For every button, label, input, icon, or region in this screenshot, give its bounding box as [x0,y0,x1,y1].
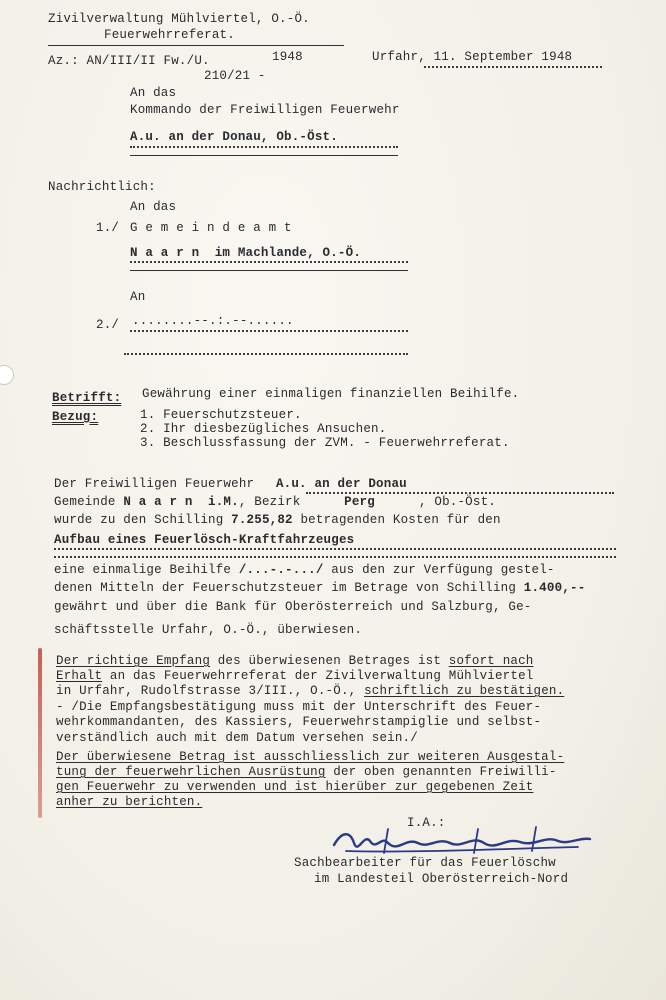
copy-to-1-rule [130,270,408,271]
body-line-7: gewährt und über die Bank für Oberösterreich und Salzburg, Ge- [54,600,532,614]
body-line-5: eine einmalige Beihilfe /...-.-.../ aus den zur Verfügung gestel- [54,563,555,577]
body-line-6: denen Mitteln der Feuerschutzsteuer im Betrage von Schilling 1.400,-- [54,581,586,595]
copy-to-2-number: 2./ [96,318,120,332]
fill-district: Perg [344,495,375,509]
recipient-to: An das [130,86,177,100]
notice-line-4: - /Die Empfangsbestätigung muss mit der Unterschrift des Feuer- [56,700,542,714]
reference-label: Bezug: [52,410,99,424]
notice-line-7: Der überwiesene Betrag ist ausschliesslich zur weiteren Ausgestal- [56,750,565,764]
body-line-4-dots-2 [54,556,616,558]
notice-line-2: Erhalt an das Feuerwehrreferat der Zivilverwaltung Mühlviertel [56,669,534,683]
subject-text: Gewährung einer einmaligen finanziellen Beihilfe. [142,387,520,401]
fill-grant-words: /...-.-.../ [238,563,324,577]
recipient-rule [130,155,398,156]
copy-to-1-number: 1./ [96,221,120,235]
reference-item-1: 1. Feuerschutzsteuer. [140,408,302,422]
copy-to-1-place: N a a r n im Machlande, O.-Ö. [130,246,362,260]
notice-line-6: verständlich auch mit dem Datum versehen sein./ [56,731,418,745]
copy-to-2-to: An [130,290,146,304]
body-line-4-dots [54,548,616,550]
copy-to-1-to: An das [130,200,177,214]
date-dotted-line [424,66,602,68]
fill-municipality: N a a r n i.M. [123,495,239,509]
reference-suffix: 210/21 - [204,69,266,83]
body-line-8: schäftsstelle Urfahr, O.-Ö., überwiesen. [54,623,363,637]
reference-item-2: 2. Ihr diesbezügliches Ansuchen. [140,422,387,436]
notice-line-1: Der richtige Empfang des überwiesenen Betrages ist sofort nach [56,654,534,668]
notice-line-10: anher zu berichten. [56,795,203,809]
reference-item-3: 3. Beschlussfassung der ZVM. - Feuerwehrreferat. [140,436,510,450]
fill-grant-amount: 1.400,-- [523,581,586,595]
fill-total-costs: 7.255,82 [231,513,293,527]
copy-to-1-dotted-line [130,261,408,263]
copy-to-2-dotted-line [130,330,408,332]
copy-to-2-name: ........--.:.--...... [132,314,294,328]
body-line-3: wurde zu den Schilling 7.255,82 betragenden Kosten für den [54,513,501,527]
reference-year: 1948 [272,50,303,64]
recipient-place: A.u. an der Donau, Ob.-Öst. [130,130,338,144]
notice-line-5: wehrkommandanten, des Kassiers, Feuerwehrstampiglie und selbst- [56,715,542,729]
header-rule [48,45,344,46]
notice-line-9: gen Feuerwehr zu verwenden und ist hierüber zur gegebenen Zeit [56,780,534,794]
recipient-name: Kommando der Freiwilligen Feuerwehr [130,103,400,117]
body-line-1: Der Freiwilligen Feuerwehr A.u. an der Donau [54,477,407,491]
recipient-dotted-line [130,146,398,148]
body-line-1-dots [306,492,614,494]
notice-line-3: in Urfahr, Rudolfstrasse 3/III., O.-Ö., schriftlich zu bestätigen. [56,684,565,698]
subject-label: Betrifft: [52,391,122,405]
copy-to-2-dotted-line-2 [124,353,408,355]
punch-hole [0,365,14,385]
fill-brigade: A.u. an der Donau [275,477,407,491]
copy-to-1-name: G e m e i n d e a m t [130,221,292,235]
signatory-title-1: Sachbearbeiter für das Feuerlöschw [294,856,556,870]
place-date: Urfahr, 11. September 1948 [372,50,573,64]
red-margin-mark [38,648,42,818]
notice-line-8: tung der feuerwehrlichen Ausrüstung der oben genannten Freiwilli- [56,765,557,779]
signatory-title-2: im Landesteil Oberösterreich-Nord [314,872,569,886]
body-line-2: Gemeinde N a a r n i.M., Bezirk Perg , Ob.-Öst. [54,495,496,509]
reference-number: Az.: AN/III/II Fw./U. [48,54,210,68]
authority-name: Zivilverwaltung Mühlviertel, O.-Ö. [48,12,310,26]
body-line-4: Aufbau eines Feuerlösch-Kraftfahrzeuges [54,533,355,547]
on-behalf-label: I.A.: [407,816,446,830]
copy-to-label: Nachrichtlich: [48,180,156,194]
department-name: Feuerwehrreferat. [104,28,235,42]
